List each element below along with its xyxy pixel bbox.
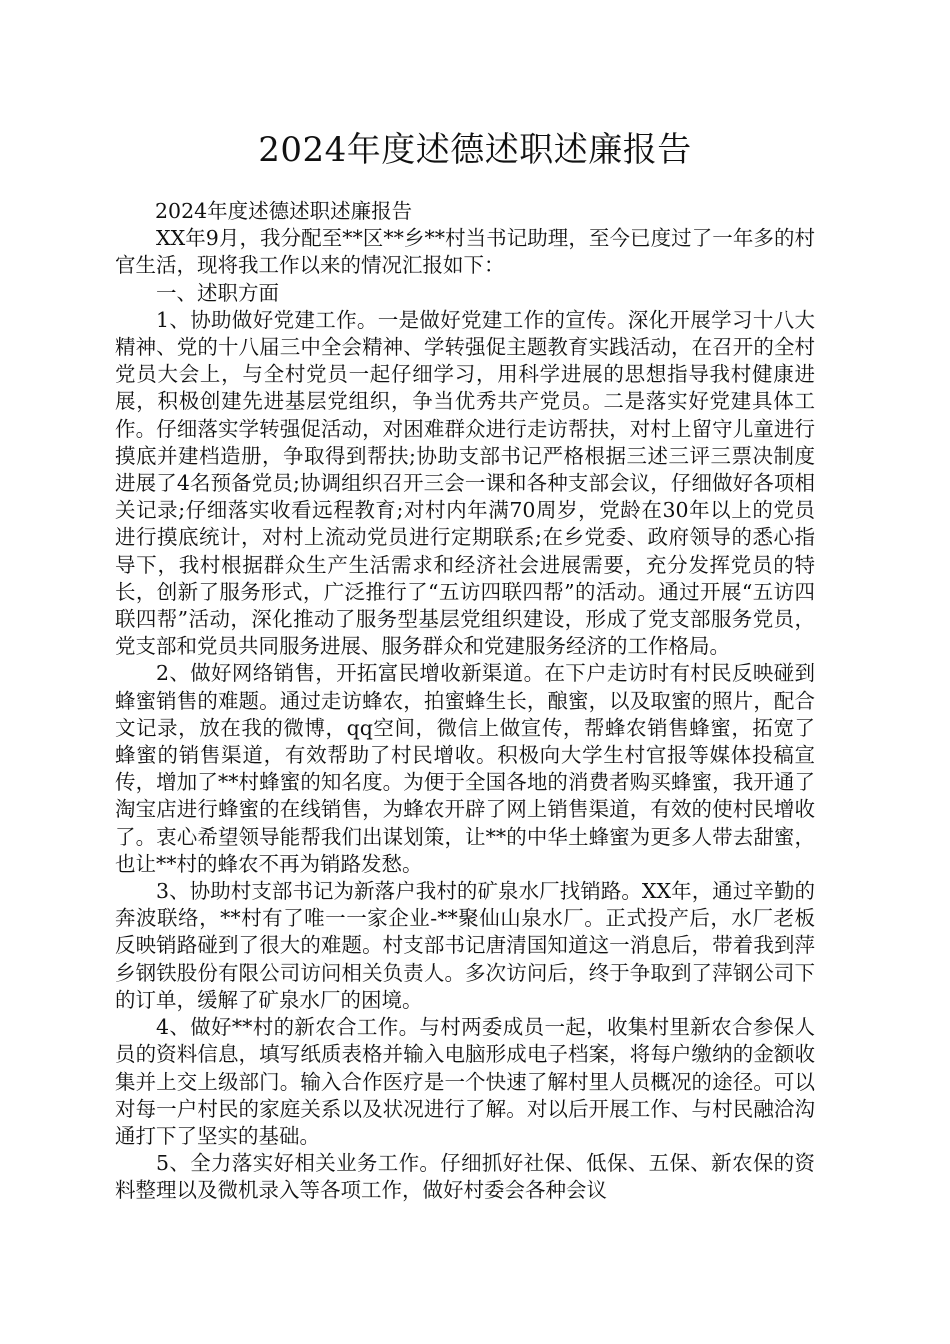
document-title: 2024年度述德述职述廉报告 <box>258 130 692 170</box>
paragraph-3: 3、协助村支部书记为新落户我村的矿泉水厂找销路。XX年，通过辛勤的奔波联络，**村有了唯一一家企业-**聚仙山泉水厂。正式投产后，水厂老板反映销路碰到了很大的难题。村支部书记唐清国知道这一消息后，带着我到萍乡钢铁股份有限公司访问相关负责人。多次访问后，终于争取到了萍钢公司下的订单，缓解了矿泉水厂的困境。 <box>115 879 815 1012</box>
document-body <box>115 198 815 1205</box>
paragraph-2: 2、做好网络销售，开拓富民增收新渠道。在下户走访时有村民反映碰到蜂蜜销售的难题。通过走访蜂农，拍蜜蜂生长，酿蜜，以及取蜜的照片，配合文记录，放在我的微博，qq空间，微信上做宣传，帮蜂农销售蜂蜜，拓宽了蜂蜜的销售渠道，有效帮助了村民增收。积极向大学生村官报等媒体投稿宣传，增加了**村蜂蜜的知名度。为便于全国各地的消费者购买蜂蜜，我开通了淘宝店进行蜂蜜的在线销售，为蜂农开辟了网上销售渠道，有效的使村民增收了。衷心希望领导能帮我们出谋划策，让**的中华土蜂蜜为更多人带去甜蜜，也让**村的蜂农不再为销路发愁。 <box>115 661 815 876</box>
section-heading: 一、述职方面 <box>156 280 279 305</box>
intro-paragraph: XX年9月，我分配至**区**乡**村当书记助理，至今已度过了一年多的村官生活，现将我工作以来的情况汇报如下： <box>115 226 815 278</box>
document-subtitle: 2024年度述德述职述廉报告 <box>155 199 413 223</box>
paragraph-4: 4、做好**村的新农合工作。与村两委成员一起，收集村里新农合参保人员的资料信息，填写纸质表格并输入电脑形成电子档案，将每户缴纳的金额收集并上交上级部门。输入合作医疗是一个快速了解村里人员概况的途径。可以对每一户村民的家庭关系以及状况进行了解。对以后开展工作、与村民融洽沟通打下了坚实的基础。 <box>115 1015 815 1148</box>
paragraph-5: 5、全力落实好相关业务工作。仔细抓好社保、低保、五保、新农保的资料整理以及微机录入等各项工作，做好村委会各种会议 <box>115 1151 815 1203</box>
paragraph-1: 1、协助做好党建工作。一是做好党建工作的宣传。深化开展学习十八大精神、党的十八届三中全会精神、学转强促主题教育实践活动，在召开的全村党员大会上，与全村党员一起仔细学习，用科学进展的思想指导我村健康进展，积极创建先进基层党组织，争当优秀共产党员。二是落实好党建具体工作。仔细落实学转强促活动，对困难群众进行走访帮扶，对村上留守儿童进行摸底并建档造册，争取得到帮扶;协助支部书记严格根据三述三评三票决制度进展了4名预备党员;协调组织召开三会一课和各种支部会议，仔细做好各项相关记录;仔细落实收看远程教育;对村内年满70周岁，党龄在30年以上的党员进行摸底统计，对村上流动党员进行定期联系;在乡党委、政府领导的悉心指导下，我村根据群众生产生活需求和经济社会进展需要，充分发挥党员的特长，创新了服务形式，广泛推行了“五访四联四帮”的活动。通过开展“五访四联四帮”活动，深化推动了服务型基层党组织建设，形成了党支部服务党员，党支部和党员共同服务进展、服务群众和党建服务经济的工作格局。 <box>115 307 815 659</box>
